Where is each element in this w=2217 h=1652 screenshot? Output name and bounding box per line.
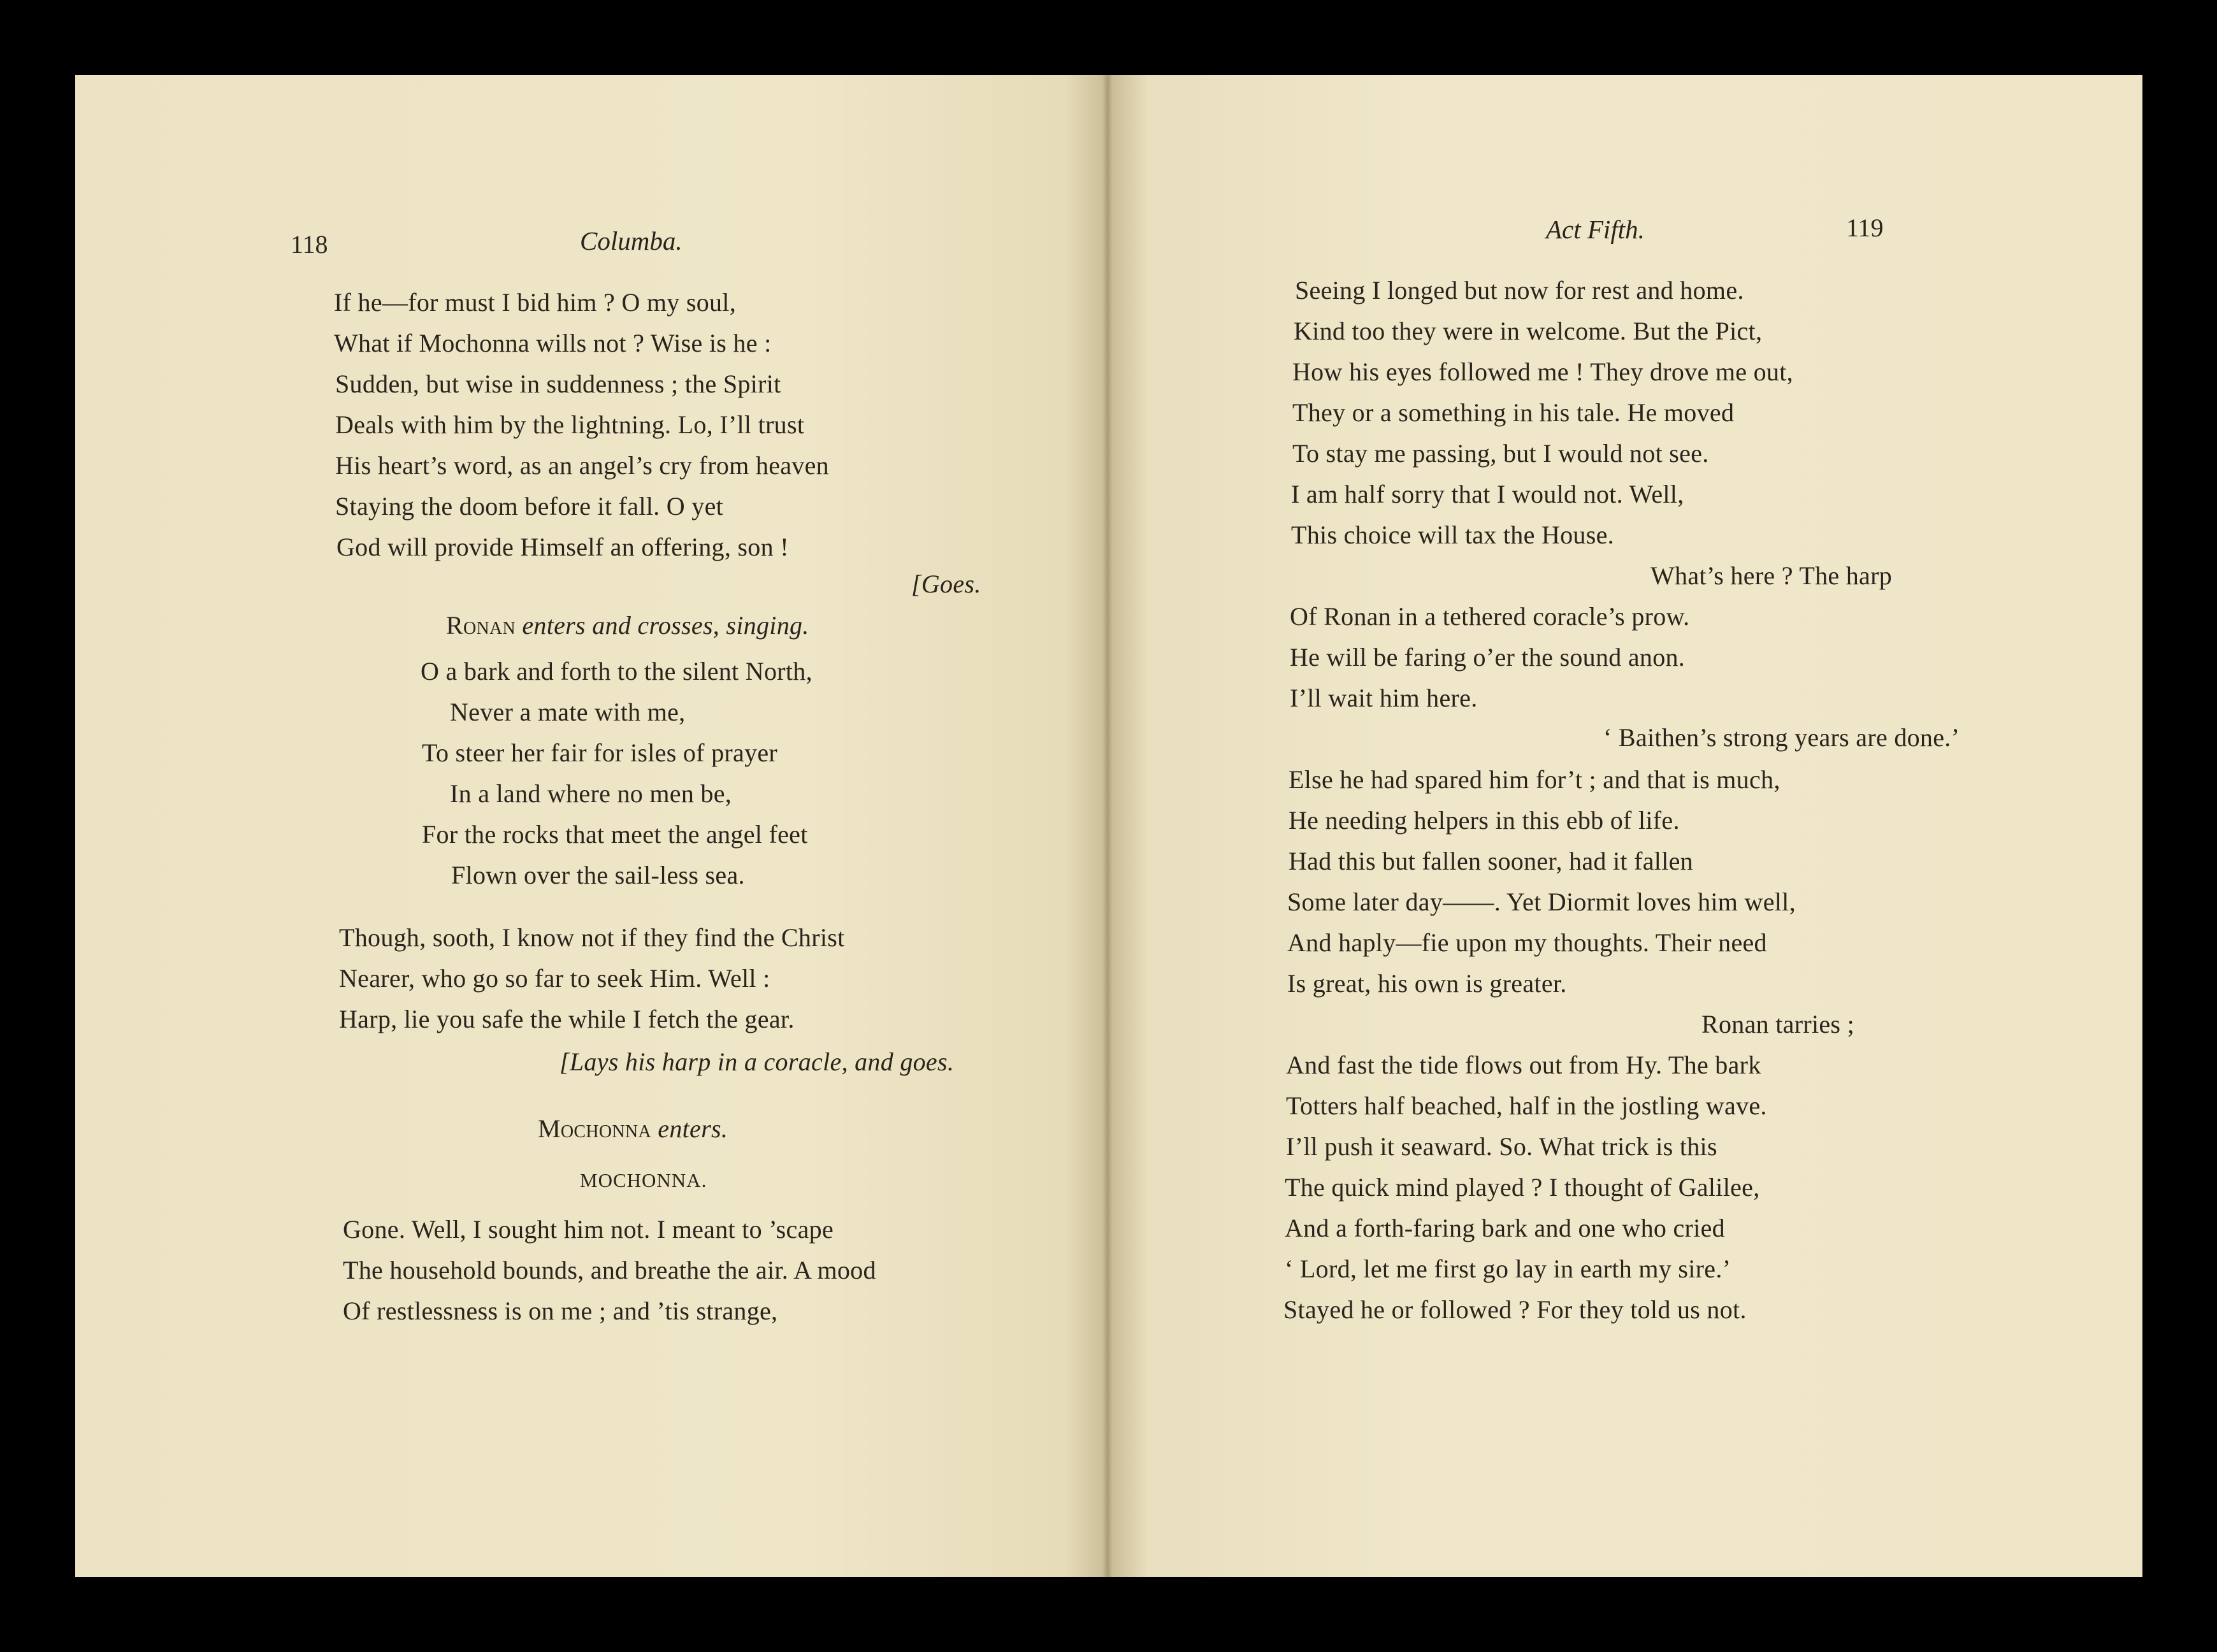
character-name: Mochonna (538, 1114, 651, 1143)
stage-direction: [Goes. (911, 570, 981, 598)
verse-line: And fast the tide flows out from Hy. The bark (1286, 1051, 1761, 1079)
verse-line: Seeing I longed but now for rest and home. (1295, 276, 1744, 305)
verse-line: This choice will tax the House. (1291, 521, 1614, 549)
verse-line: The quick mind played ? I thought of Galilee, (1285, 1173, 1760, 1202)
verse-line: ‘ Lord, let me first go lay in earth my sire.’ (1285, 1254, 1731, 1283)
verse-line: Of restlessness is on me ; and ’tis strange, (343, 1296, 778, 1325)
verse-line: If he—for must I bid him ? O my soul, (334, 288, 737, 317)
verse-line: And a forth-faring bark and one who cried (1285, 1214, 1725, 1242)
song-line: In a land where no men be, (450, 779, 732, 808)
song-line: To steer her fair for isles of prayer (422, 738, 778, 767)
verse-line: Ronan tarries ; (1701, 1010, 1854, 1038)
verse-line: The household bounds, and breathe the air. A mood (343, 1256, 876, 1284)
song-line: O a bark and forth to the silent North, (421, 657, 812, 686)
song-line: Flown over the sail-less sea. (451, 861, 745, 889)
verse-line: I’ll wait him here. (1290, 684, 1478, 712)
verse-line: His heart’s word, as an angel’s cry from heaven (335, 451, 829, 480)
verse-line: ‘ Baithen’s strong years are done.’ (1603, 723, 1960, 752)
speaker-label: MOCHONNA. (580, 1169, 707, 1191)
verse-line: Else he had spared him for’t ; and that is much, (1289, 765, 1780, 794)
right-page (1107, 75, 2142, 1577)
book-gutter (1102, 75, 1113, 1577)
song-line: Never a mate with me, (450, 698, 686, 726)
verse-line: What’s here ? The harp (1650, 561, 1893, 590)
stage-direction: [Lays his harp in a coracle, and goes. (560, 1047, 955, 1076)
song-line: For the rocks that meet the angel feet (422, 820, 808, 849)
verse-line: What if Mochonna wills not ? Wise is he : (334, 329, 772, 357)
left-page (75, 75, 1107, 1577)
verse-line: Of Ronan in a tethered coracle’s prow. (1290, 602, 1690, 631)
verse-line: Stayed he or followed ? For they told us not. (1283, 1295, 1747, 1324)
verse-line: I am half sorry that I would not. Well, (1291, 480, 1684, 508)
verse-line: Had this but fallen sooner, had it fallen (1289, 847, 1693, 875)
verse-line: They or a something in his tale. He moved (1292, 398, 1735, 427)
verse-line: Sudden, but wise in suddenness ; the Spirit (335, 370, 781, 398)
character-name: Ronan (446, 611, 516, 640)
stage-direction (446, 610, 809, 640)
verse-line: Staying the doom before it fall. O yet (335, 492, 724, 521)
verse-line: And haply—fie upon my thoughts. Their need (1287, 928, 1767, 957)
verse-line: Gone. Well, I sought him not. I meant to ’scape (343, 1215, 834, 1244)
verse-line: He needing helpers in this ebb of life. (1289, 806, 1680, 835)
verse-line: God will provide Himself an offering, son ! (336, 533, 789, 561)
verse-line: Totters half beached, half in the jostling wave. (1286, 1091, 1767, 1120)
verse-line: Nearer, who go so far to seek Him. Well : (339, 964, 770, 993)
verse-line: He will be faring o’er the sound anon. (1290, 643, 1686, 672)
verse-line: Is great, his own is greater. (1287, 969, 1567, 998)
verse-line: Deals with him by the lightning. Lo, I’ll trust (335, 410, 805, 439)
stage-action: enters and crosses, singing. (516, 611, 809, 640)
verse-line: Kind too they were in welcome. But the Pict, (1294, 317, 1763, 345)
verse-line: Harp, lie you safe the while I fetch the gear. (339, 1005, 795, 1033)
running-head: Act Fifth. (1546, 215, 1645, 244)
page-number: 119 (1846, 213, 1884, 242)
verse-line: Some later day——. Yet Diormit loves him well, (1287, 887, 1796, 916)
page-number: 118 (291, 230, 328, 259)
stage-action: enters. (651, 1114, 728, 1143)
verse-line: I’ll push it seaward. So. What trick is this (1286, 1132, 1717, 1161)
open-book (75, 75, 2142, 1577)
verse-line: To stay me passing, but I would not see. (1292, 439, 1709, 468)
running-head: Columba. (580, 226, 682, 255)
stage-direction (538, 1114, 728, 1144)
verse-line: How his eyes followed me ! They drove me out, (1292, 357, 1793, 386)
verse-line: Though, sooth, I know not if they find the Christ (339, 923, 845, 952)
